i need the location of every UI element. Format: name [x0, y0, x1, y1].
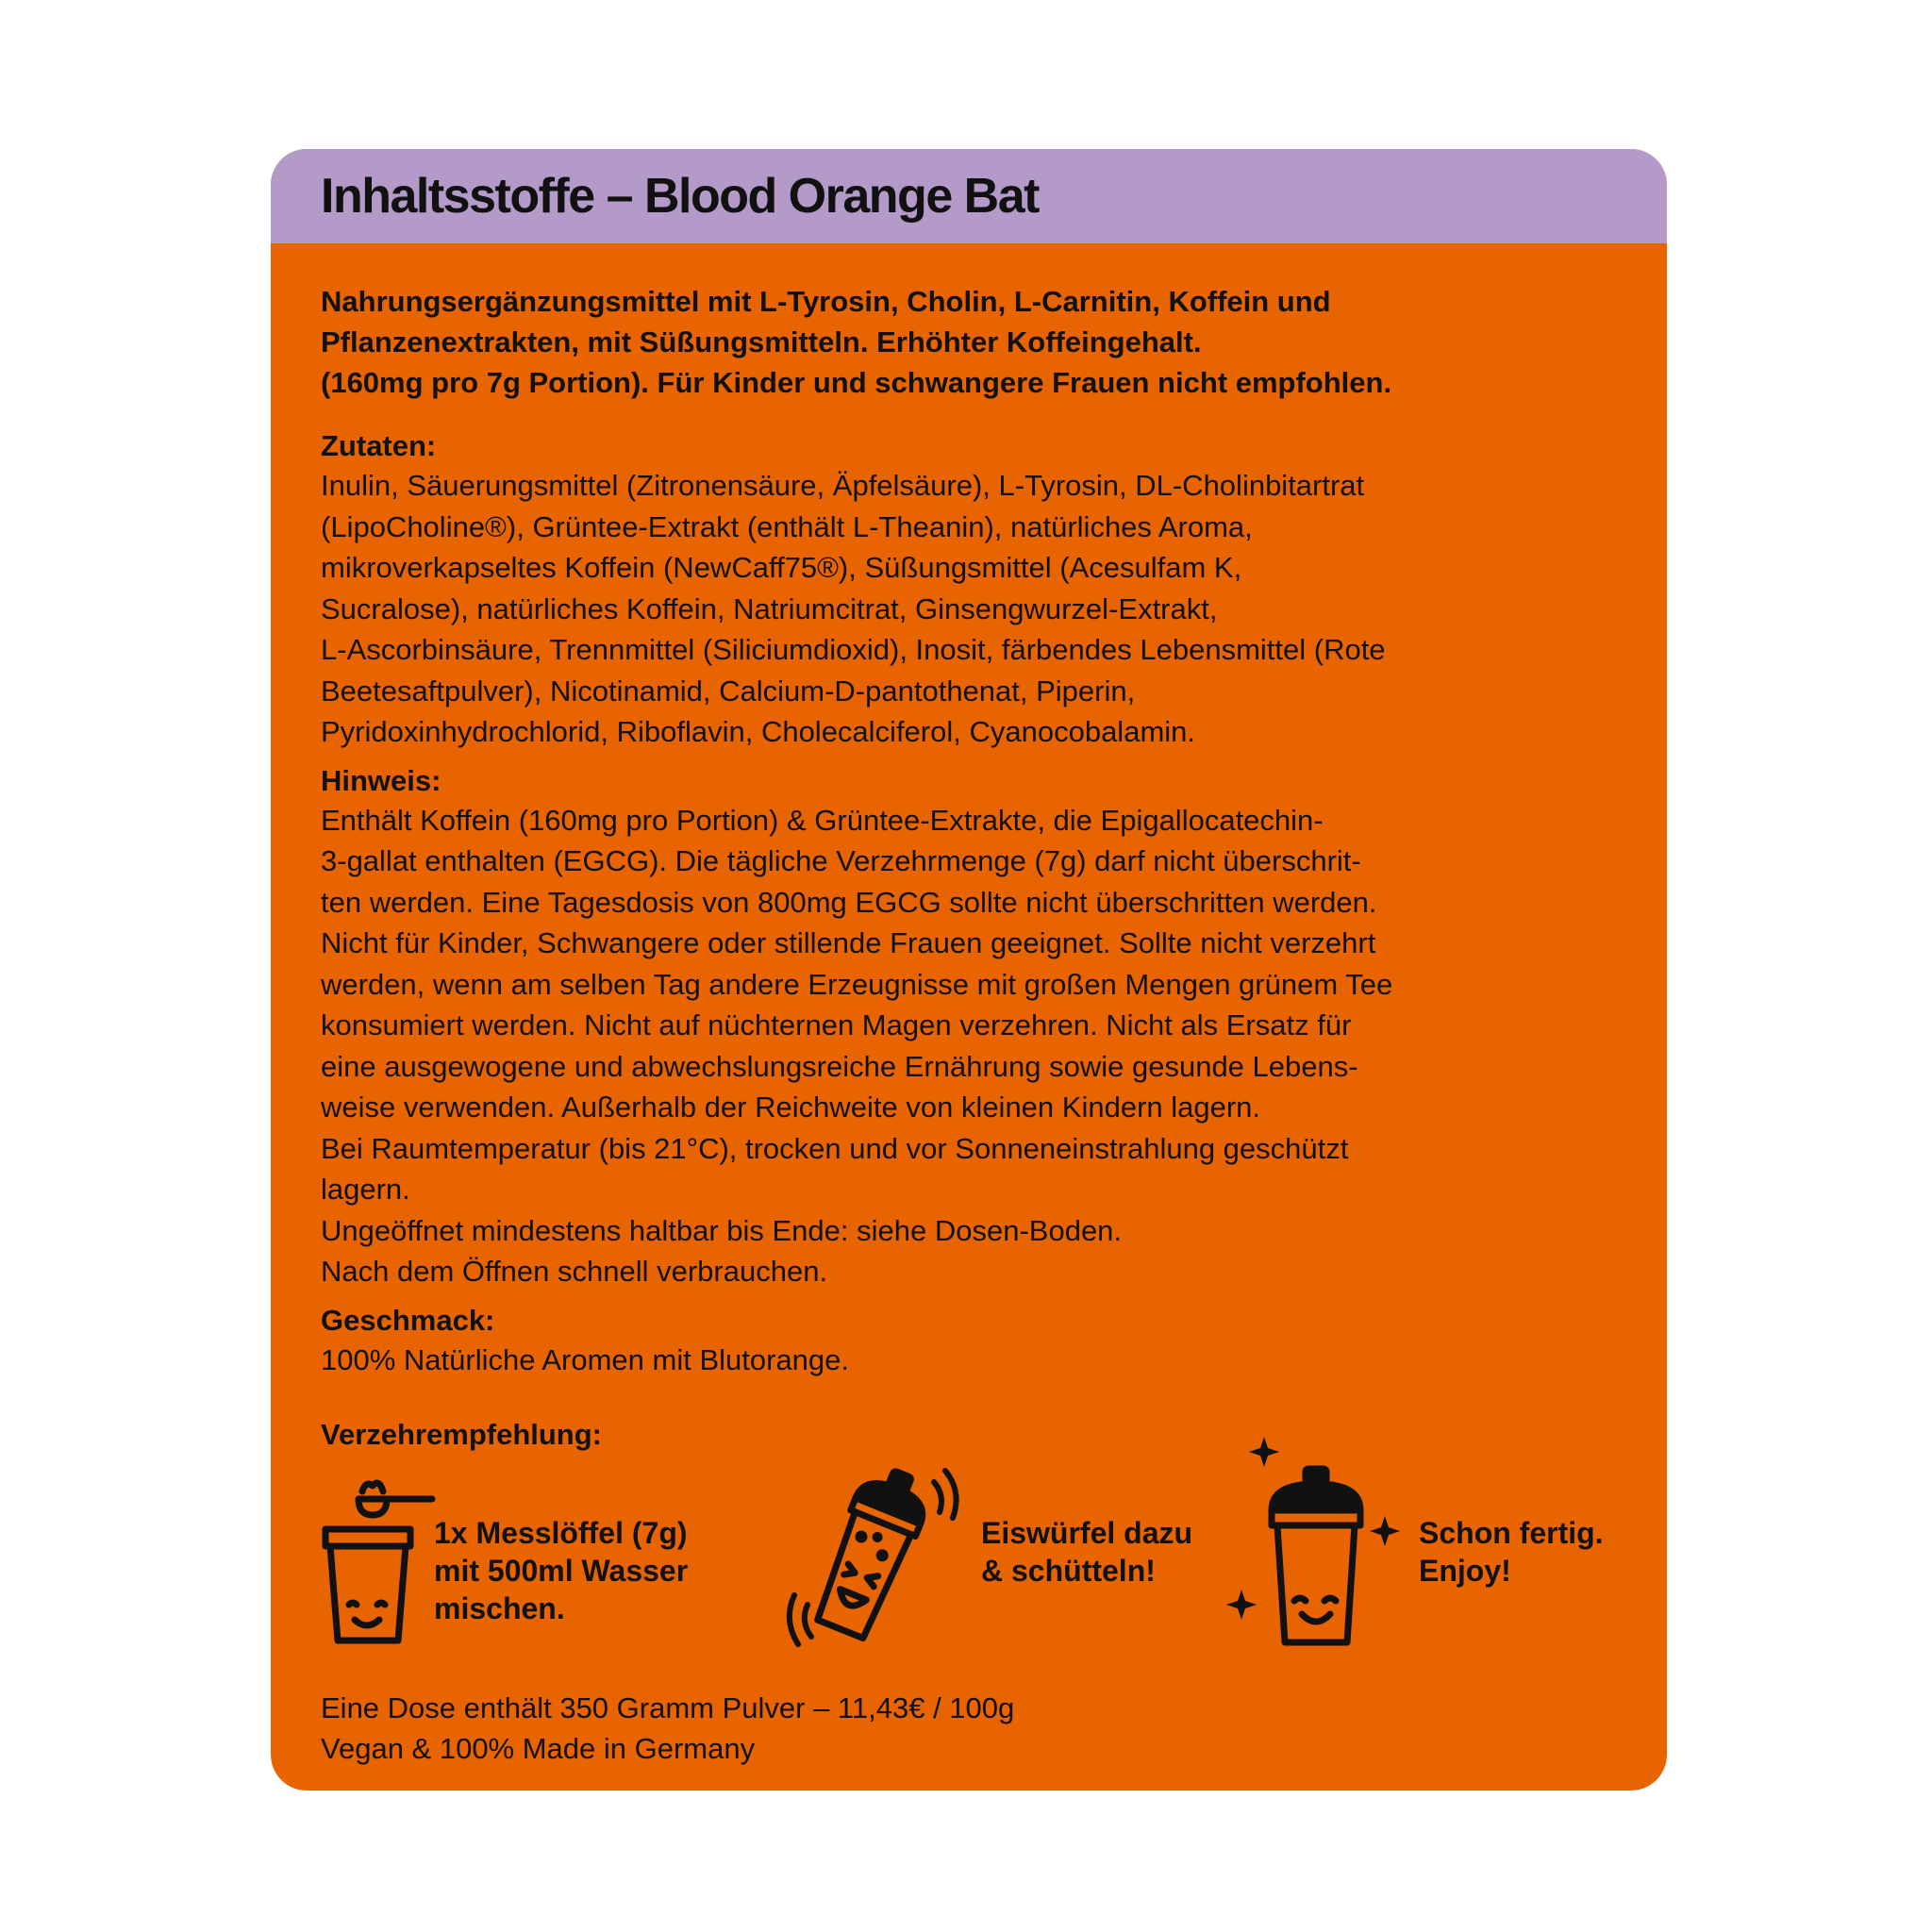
zutaten-title: Zutaten:	[321, 429, 437, 462]
intro-line: (160mg pro 7g Portion). Für Kinder und schwangere Frauen nicht empfohlen.	[321, 366, 1392, 399]
zutaten-line: Pyridoxinhydrochlorid, Riboflavin, Cholecalciferol, Cyanocobalamin.	[321, 715, 1196, 748]
shaker-ready-icon	[1226, 1437, 1406, 1652]
hinweis-line: ten werden. Eine Tagesdosis von 800mg EGCG sollte nicht überschritten werden.	[321, 885, 1377, 919]
card-body	[271, 243, 1667, 1769]
usage-title: Verzehrempfehlung:	[321, 1418, 602, 1451]
footer-line: Vegan & 100% Made in Germany	[321, 1732, 756, 1765]
hinweis-line: Bei Raumtemperatur (bis 21°C), trocken und vor Sonneneinstrahlung geschützt	[321, 1131, 1349, 1165]
footer-text	[321, 1688, 1620, 1769]
hinweis-line: Nach dem Öffnen schnell verbrauchen.	[321, 1255, 828, 1288]
shaker-shaking-icon	[783, 1463, 972, 1652]
hinweis-line: weise verwenden. Außerhalb der Reichweite von kleinen Kindern lagern.	[321, 1091, 1261, 1124]
step-3-text	[1419, 1514, 1604, 1590]
ingredients-card	[271, 149, 1667, 1790]
zutaten-text	[321, 465, 1620, 753]
step-line: Enjoy!	[1419, 1554, 1511, 1588]
intro-text	[321, 281, 1620, 403]
hinweis-line: konsumiert werden. Nicht auf nüchternen Magen verzehren. Nicht als Ersatz für	[321, 1008, 1352, 1041]
step-line: mit 500ml Wasser	[434, 1554, 689, 1588]
zutaten-line: Inulin, Säuerungsmittel (Zitronensäure, Äpfelsäure), L-Tyrosin, DL-Cholinbitartrat	[321, 469, 1365, 502]
scoop-cup-icon	[321, 1463, 443, 1652]
hinweis-line: eine ausgewogene und abwechslungsreiche Ernährung sowie gesunde Lebens-	[321, 1049, 1358, 1083]
geschmack-text	[321, 1340, 1620, 1381]
step-line: & schütteln!	[981, 1554, 1156, 1588]
zutaten-line: L-Ascorbinsäure, Trennmittel (Siliciumdioxid), Inosit, färbendes Lebensmittel (Rote	[321, 633, 1386, 666]
zutaten-line: mikroverkapseltes Koffein (NewCaff75®), Süßungsmittel (Acesulfam K,	[321, 551, 1242, 584]
geschmack-line: 100% Natürliche Aromen mit Blutorange.	[321, 1342, 850, 1376]
hinweis-line: werden, wenn am selben Tag andere Erzeugnisse mit großen Mengen grünem Tee	[321, 967, 1393, 1001]
step-1-text	[434, 1514, 688, 1627]
usage-steps	[321, 1463, 1620, 1661]
zutaten-line: Sucralose), natürliches Koffein, Natriumcitrat, Ginsengwurzel-Extrakt,	[321, 591, 1218, 625]
hinweis-line: 3-gallat enthalten (EGCG). Die tägliche Verzehrmenge (7g) darf nicht überschrit-	[321, 844, 1361, 877]
footer-line: Eine Dose enthält 350 Gramm Pulver – 11,43€ / 100g	[321, 1691, 1015, 1724]
step-2-text	[981, 1514, 1192, 1590]
step-line: mischen.	[434, 1591, 565, 1625]
zutaten-line: Beetesaftpulver), Nicotinamid, Calcium-D-pantothenat, Piperin,	[321, 674, 1136, 708]
step-line: Schon fertig.	[1419, 1516, 1604, 1550]
hinweis-line: lagern.	[321, 1173, 410, 1206]
geschmack-title: Geschmack:	[321, 1303, 495, 1337]
zutaten-line: (LipoCholine®), Grüntee-Extrakt (enthält L-Theanin), natürliches Aroma,	[321, 509, 1253, 543]
hinweis-line: Nicht für Kinder, Schwangere oder stillende Frauen geeignet. Sollte nicht verzehrt	[321, 926, 1376, 959]
step-line: 1x Messlöffel (7g)	[434, 1516, 688, 1550]
intro-line: Nahrungsergänzungsmittel mit L-Tyrosin, Cholin, L-Carnitin, Koffein und	[321, 285, 1331, 318]
card-header	[271, 149, 1667, 243]
step-line: Eiswürfel dazu	[981, 1516, 1193, 1550]
hinweis-line: Enthält Koffein (160mg pro Portion) & Grüntee-Extrakte, die Epigallocatechin-	[321, 803, 1324, 837]
hinweis-line: Ungeöffnet mindestens haltbar bis Ende: siehe Dosen-Boden.	[321, 1213, 1123, 1247]
intro-line: Pflanzenextrakten, mit Süßungsmitteln. Erhöhter Koffeingehalt.	[321, 325, 1202, 358]
hinweis-text	[321, 800, 1620, 1292]
page-title: Inhaltsstoffe – Blood Orange Bat	[321, 169, 1039, 224]
hinweis-title: Hinweis:	[321, 763, 441, 797]
